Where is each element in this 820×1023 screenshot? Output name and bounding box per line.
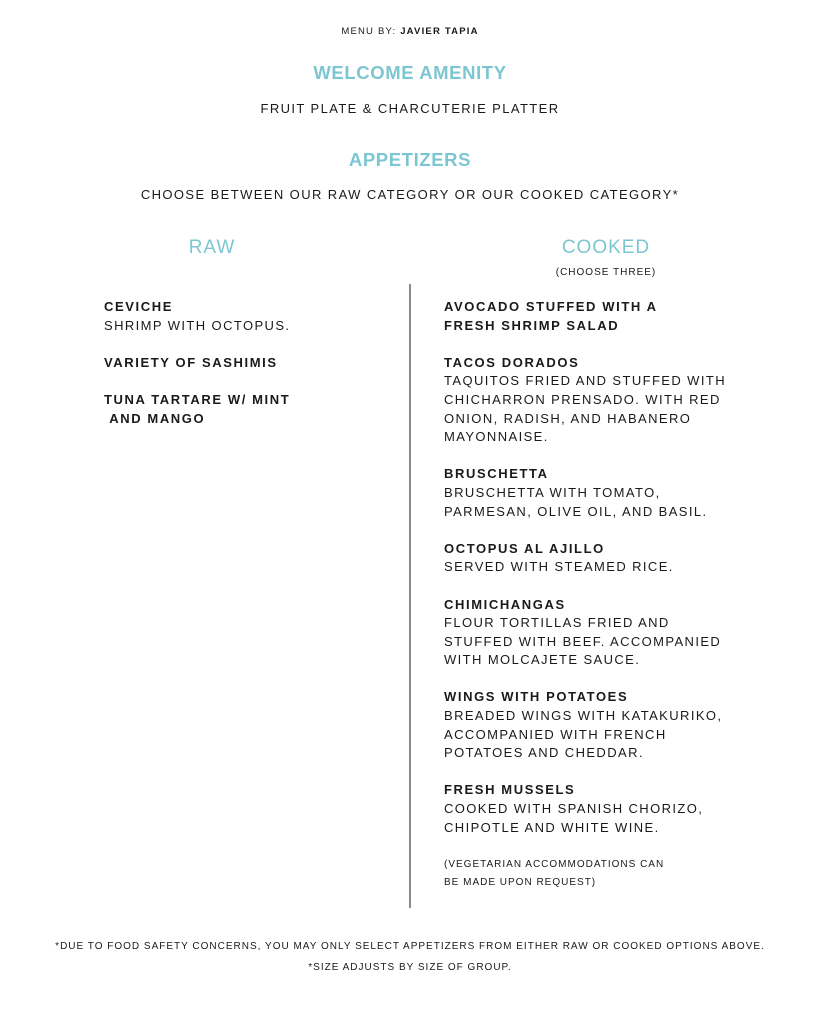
item-name: OCTOPUS AL AJILLO — [444, 540, 605, 556]
menu-item — [444, 688, 744, 762]
item-name: VARIETY OF SASHIMIS — [104, 354, 278, 370]
item-name: CEVICHE — [104, 299, 173, 314]
raw-heading: RAW — [188, 237, 236, 258]
chef-name: JAVIER TAPIA — [400, 26, 479, 37]
item-description: BREADED WINGS WITH KATAKURIKO, ACCOMPANIED WITH FRENCH POTATOES AND CHEDDAR. — [444, 708, 723, 761]
menu-item — [444, 354, 744, 447]
menu-item — [444, 540, 744, 577]
item-name: WINGS WITH POTATOES — [444, 689, 629, 705]
vegetarian-note: (VEGETARIAN ACCOMMODATIONS CAN BE MADE UPON REQUEST) — [444, 858, 665, 889]
welcome-title: WELCOME AMENITY — [313, 62, 507, 83]
raw-column — [104, 298, 394, 447]
item-name: TUNA TARTARE W/ MINT AND MANGO — [104, 391, 291, 426]
item-description: TAQUITOS FRIED AND STUFFED WITH CHICHARRON PRENSADO. WITH RED ONION, RADISH, AND HABANERO MAYONNAISE. — [444, 373, 726, 445]
column-divider — [409, 284, 411, 908]
item-name: AVOCADO STUFFED WITH A FRESH SHRIMP SALAD — [444, 299, 658, 333]
item-name: FRESH MUSSELS — [444, 782, 576, 798]
menu-item — [444, 596, 744, 670]
menu-item — [444, 298, 744, 335]
item-description: FLOUR TORTILLAS FRIED AND STUFFED WITH BEEF. ACCOMPANIED WITH MOLCAJETE SAUCE. — [444, 615, 722, 668]
menu-item — [444, 781, 744, 837]
footer-safety-note: *DUE TO FOOD SAFETY CONCERNS, YOU MAY ONLY SELECT APPETIZERS FROM EITHER RAW OR COOKED OPTIONS ABOVE. — [55, 941, 765, 952]
item-description: SERVED WITH STEAMED RICE. — [444, 559, 674, 575]
item-name: BRUSCHETTA — [444, 466, 549, 482]
appetizers-subtitle: CHOOSE BETWEEN OUR RAW CATEGORY OR OUR COOKED CATEGORY* — [140, 187, 680, 202]
footer-size-note: *SIZE ADJUSTS BY SIZE OF GROUP. — [308, 962, 512, 973]
menu-item — [104, 391, 394, 428]
menu-byline — [0, 26, 820, 37]
welcome-subtitle: FRUIT PLATE & CHARCUTERIE PLATTER — [260, 101, 560, 116]
item-description: SHRIMP WITH OCTOPUS. — [104, 317, 291, 333]
menu-item — [444, 465, 744, 521]
item-description: COOKED WITH SPANISH CHORIZO, CHIPOTLE AND WHITE WINE. — [444, 801, 704, 835]
cooked-choose-note: (CHOOSE THREE) — [555, 267, 657, 278]
cooked-heading: COOKED — [561, 237, 651, 258]
cooked-column — [444, 298, 744, 893]
item-description: BRUSCHETTA WITH TOMATO, PARMESAN, OLIVE OIL, AND BASIL. — [444, 484, 708, 519]
byline-prefix: MENU BY: — [341, 26, 401, 37]
item-name: CHIMICHANGAS — [444, 596, 566, 612]
menu-item — [104, 354, 394, 373]
menu-item — [104, 298, 394, 335]
appetizers-title: APPETIZERS — [348, 149, 472, 170]
item-name: TACOS DORADOS — [444, 354, 580, 370]
